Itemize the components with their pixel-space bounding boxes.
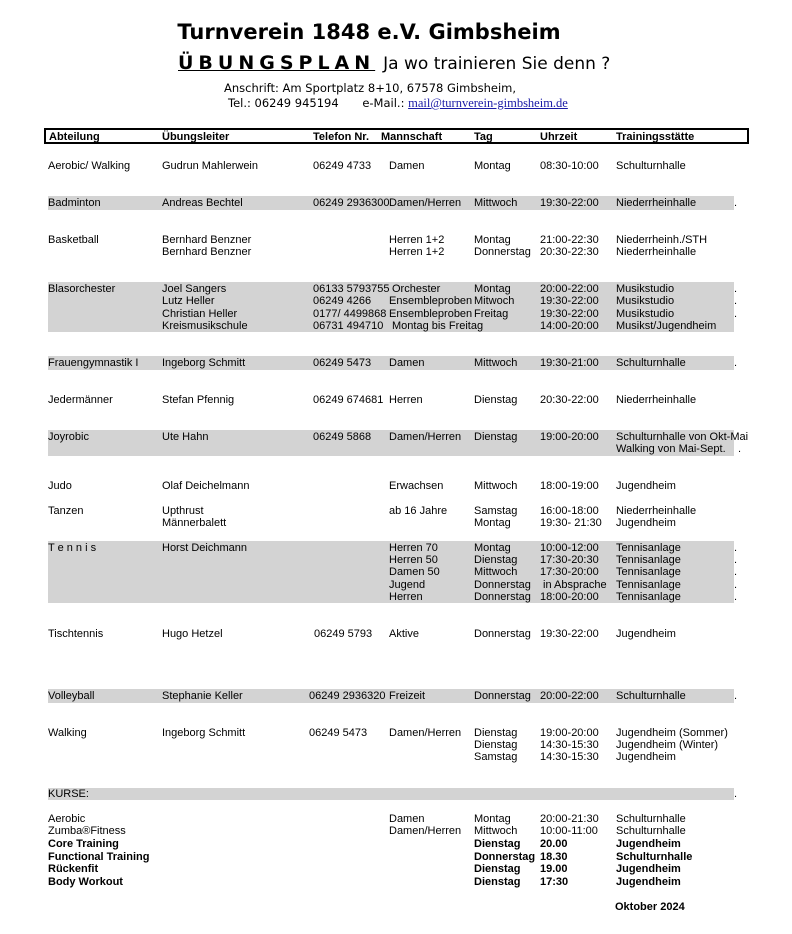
table-cell: 06249 5473 [313, 357, 372, 369]
table-cell: ab 16 Jahre [389, 505, 448, 517]
table-row [0, 825, 792, 838]
table-row [0, 863, 792, 876]
table-cell: Musikst/Jugendheim [616, 320, 717, 332]
table-cell: Donnerstag [474, 246, 531, 258]
table-cell: 20.00 [540, 838, 568, 850]
table-cell: Niederrheinhalle [616, 197, 697, 209]
table-cell: 19:30-22:00 [540, 308, 599, 320]
table-cell: Jugendheim [616, 876, 681, 888]
table-cell: . [734, 197, 738, 209]
table-cell: Montag [474, 234, 511, 246]
table-row [0, 295, 792, 308]
table-cell: in Absprache [543, 579, 607, 591]
table-cell: Dienstag [474, 431, 518, 443]
table-row [0, 357, 792, 370]
table-cell: Herren 1+2 [389, 234, 445, 246]
table-cell: 19:30-22:00 [540, 197, 599, 209]
table-cell: Jugendheim (Winter) [616, 739, 719, 751]
table-cell: 16:00-18:00 [540, 505, 599, 517]
table-cell: Montag [474, 283, 511, 295]
table-cell: Damen/Herren [389, 431, 462, 443]
table-cell: Core Training [48, 838, 119, 850]
table-cell: Schulturnhalle [616, 813, 686, 825]
table-cell: KURSE: [48, 788, 89, 800]
table-cell: 19:30- 21:30 [540, 517, 602, 529]
table-cell: Jugendheim [616, 517, 676, 529]
table-cell: Musikstudio [616, 308, 675, 320]
table-cell: 19:30-22:00 [540, 628, 599, 640]
table-cell: . [734, 591, 738, 603]
table-cell: Jugendheim (Sommer) [616, 727, 728, 739]
table-cell: Damen [389, 357, 425, 369]
table-cell: 06249 674681 [313, 394, 384, 406]
table-row [0, 443, 792, 456]
table-row [0, 751, 792, 764]
table-cell: Badminton [48, 197, 101, 209]
table-cell: Ensembleproben [389, 295, 473, 307]
table-cell: Samstag [474, 751, 518, 763]
table-cell: 10:00-11:00 [540, 825, 598, 837]
table-cell: Montag [474, 813, 511, 825]
table-row [0, 197, 792, 210]
table-cell: Ute Hahn [162, 431, 209, 443]
table-cell: Jugendheim [616, 863, 681, 875]
table-row [0, 160, 792, 173]
table-cell: Jugendheim [616, 628, 676, 640]
col-header: Mannschaft [381, 131, 443, 143]
table-cell: Donnerstag [474, 579, 531, 591]
table-cell: 18:00-19:00 [540, 480, 599, 492]
table-cell: 10:00-12:00 [540, 542, 599, 554]
table-cell: Bernhard Benzner [162, 246, 252, 258]
table-cell: Tischtennis [48, 628, 104, 640]
table-cell: Niederrheinhalle [616, 505, 697, 517]
table-cell: Jedermänner [48, 394, 113, 406]
table-cell: Mittwoch [474, 566, 518, 578]
table-cell: Herren [389, 591, 423, 603]
table-cell: Donnerstag [474, 628, 531, 640]
table-cell: . [738, 443, 742, 455]
table-cell: 06249 5793 [314, 628, 373, 640]
table-cell: Joyrobic [48, 431, 89, 443]
table-row [0, 394, 792, 407]
table-cell: 20:30-22:30 [540, 246, 599, 258]
table-cell: Zumba®Fitness [48, 825, 126, 837]
table-cell: 14:00-20:00 [540, 320, 599, 332]
table-cell: Dienstag [474, 876, 521, 888]
table-cell: Stefan Pfennig [162, 394, 235, 406]
table-cell: . [734, 579, 738, 591]
table-cell: Tennisanlage [616, 554, 681, 566]
table-cell: Montag [474, 517, 511, 529]
table-cell: Walking [48, 727, 87, 739]
table-cell: Damen/Herren [389, 727, 462, 739]
table-cell: 14:30-15:30 [540, 739, 599, 751]
table-cell: Frauengymnastik I [48, 357, 139, 369]
table-cell: 19:30-22:00 [540, 295, 599, 307]
table-cell: Mittwoch [474, 357, 518, 369]
table-cell: Lutz Heller [162, 295, 215, 307]
club-title: Turnverein 1848 e.V. Gimbsheim [177, 20, 561, 44]
table-cell: 20:00-22:00 [540, 690, 599, 702]
table-cell: Tennisanlage [616, 542, 681, 554]
table-cell: Walking von Mai-Sept. [616, 443, 726, 455]
table-cell: Herren 50 [389, 554, 438, 566]
table-cell: Kreismusikschule [162, 320, 248, 332]
table-cell: Freitag [474, 308, 509, 320]
table-row [0, 690, 792, 703]
table-cell: Musikstudio [616, 295, 675, 307]
table-cell: 06249 5868 [313, 431, 372, 443]
table-cell: Andreas Bechtel [162, 197, 243, 209]
table-cell: 06249 2936320 [309, 690, 386, 702]
table-cell: Bernhard Benzner [162, 234, 252, 246]
table-cell: Erwachsen [389, 480, 444, 492]
club-address: Anschrift: Am Sportplatz 8+10, 67578 Gimbsheim, [223, 81, 517, 95]
table-cell: . [734, 357, 738, 369]
table-cell: Blasorchester [48, 283, 116, 295]
table-row [0, 320, 792, 333]
plan-heading: ÜBUNGSPLAN [178, 52, 376, 74]
table-cell: Orchester [392, 283, 441, 295]
table-cell: Damen [389, 160, 425, 172]
table-cell: Niederrheinhalle [616, 394, 697, 406]
table-cell: . [734, 283, 738, 295]
table-cell: Aerobic [48, 813, 86, 825]
table-cell: Freizeit [389, 690, 426, 702]
table-cell: Mittwoch [474, 197, 518, 209]
plan-subtitle [178, 52, 610, 74]
table-cell: Tennisanlage [616, 591, 681, 603]
table-cell: Jugendheim [616, 751, 676, 763]
table-cell: 17:30-20:00 [540, 566, 599, 578]
table-cell: 06249 4266 [313, 295, 372, 307]
table-cell: Niederrheinh./STH [616, 234, 708, 246]
table-cell: 17:30 [540, 876, 569, 888]
table-row [0, 246, 792, 259]
table-cell: 18:00-20:00 [540, 591, 599, 603]
table-header [44, 128, 749, 144]
table-row [0, 517, 792, 530]
table-row [0, 788, 792, 801]
table-cell: Christian Heller [162, 308, 238, 320]
table-cell: 08:30-10:00 [540, 160, 599, 172]
col-header: Übungsleiter [162, 131, 230, 143]
table-cell: Musikstudio [616, 283, 675, 295]
col-header: Telefon Nr. [313, 131, 370, 143]
table-cell: . [734, 295, 738, 307]
table-cell: Schulturnhalle [616, 851, 693, 863]
table-cell: Damen [389, 813, 425, 825]
table-cell: Samstag [474, 505, 518, 517]
table-cell: Basketball [48, 234, 99, 246]
table-cell: Olaf Deichelmann [162, 480, 250, 492]
table-cell: Volleyball [48, 690, 95, 702]
table-cell: Damen 50 [389, 566, 440, 578]
table-cell: . [734, 542, 738, 554]
table-cell: Dienstag [474, 739, 518, 751]
table-cell: 17:30-20:30 [540, 554, 599, 566]
table-cell: 20:00-22:00 [540, 283, 599, 295]
table-row [0, 591, 792, 604]
table-cell: Stephanie Keller [162, 690, 243, 702]
table-cell: Dienstag [474, 727, 518, 739]
col-header: Abteilung [49, 131, 100, 143]
table-cell: Judo [48, 480, 72, 492]
table-cell: 19:00-20:00 [540, 727, 599, 739]
table-cell: Gudrun Mahlerwein [162, 160, 258, 172]
table-cell: 21:00-22:30 [540, 234, 599, 246]
table-cell: Joel Sangers [162, 283, 227, 295]
mail-link[interactable]: mail@turnverein-gimbsheim.de [408, 96, 568, 110]
table-cell: 19:30-21:00 [540, 357, 599, 369]
table-cell: Dienstag [474, 863, 521, 875]
table-cell: Herren 70 [389, 542, 438, 554]
table-cell: 20:00-21:30 [540, 813, 599, 825]
table-cell: Hugo Hetzel [162, 628, 223, 640]
table-cell: Damen/Herren [389, 197, 462, 209]
table-cell: T e n n i s [48, 542, 97, 554]
table-cell: 19:00-20:00 [540, 431, 599, 443]
table-row [0, 566, 792, 579]
table-cell: Schulturnhalle [616, 160, 686, 172]
table-cell: Aerobic/ Walking [48, 160, 131, 172]
table-cell: 06249 4733 [313, 160, 372, 172]
table-cell: Damen/Herren [389, 825, 462, 837]
table-cell: Herren 1+2 [389, 246, 445, 258]
table-cell: Ingeborg Schmitt [162, 357, 246, 369]
table-cell: 20:30-22:00 [540, 394, 599, 406]
table-cell: Tennisanlage [616, 579, 681, 591]
table-cell: Dienstag [474, 394, 518, 406]
table-cell: Functional Training [48, 851, 150, 863]
table-cell: Mittwoch [474, 825, 518, 837]
table-row [0, 628, 792, 641]
table-cell: 06133 5793755 [313, 283, 390, 295]
table-cell: 0177/ 4499868 [313, 308, 387, 320]
col-header: Trainingsstätte [616, 131, 695, 143]
table-row [0, 480, 792, 493]
table-row [0, 876, 792, 889]
table-cell: 18.30 [540, 851, 568, 863]
table-cell: Herren [389, 394, 423, 406]
table-cell: 06731 494710 [313, 320, 384, 332]
col-header: Uhrzeit [540, 131, 578, 143]
club-phone: Tel.: 06249 945194 [228, 96, 339, 110]
table-cell: 06249 5473 [309, 727, 368, 739]
table-cell: Donnerstag [474, 690, 531, 702]
mail-label: e-Mail.: [362, 96, 405, 110]
table-cell: Rückenfit [48, 863, 99, 875]
footer-date: Oktober 2024 [615, 901, 685, 913]
table-cell: Dienstag [474, 554, 518, 566]
table-cell: 19.00 [540, 863, 568, 875]
table-cell: Schulturnhalle von Okt-Mai [616, 431, 749, 443]
table-cell: Body Workout [48, 876, 123, 888]
table-cell: Mitwoch [474, 295, 515, 307]
table-cell: Montag bis Freitag [392, 320, 484, 332]
table-cell: . [734, 690, 738, 702]
table-cell: Schulturnhalle [616, 825, 686, 837]
plan-tagline: Ja wo trainieren Sie denn ? [383, 54, 611, 74]
table-cell: Schulturnhalle [616, 690, 686, 702]
table-cell: Montag [474, 160, 511, 172]
table-cell: Montag [474, 542, 511, 554]
table-cell: Ensembleproben [389, 308, 473, 320]
table-cell: 14:30-15:30 [540, 751, 599, 763]
table-cell: Horst Deichmann [162, 542, 247, 554]
table-cell: Upthrust [162, 505, 204, 517]
club-contact [228, 96, 568, 111]
table-row [0, 838, 792, 851]
col-header: Tag [474, 131, 493, 143]
table-cell: Jugend [389, 579, 426, 591]
table-cell: Aktive [389, 628, 419, 640]
table-cell: Ingeborg Schmitt [162, 727, 246, 739]
table-cell: Jugendheim [616, 838, 681, 850]
table-cell: 06249 2936300 [313, 197, 390, 209]
table-cell: Donnerstag [474, 851, 536, 863]
table-cell: Tanzen [48, 505, 84, 517]
table-cell: Tennisanlage [616, 566, 681, 578]
table-cell: . [734, 788, 738, 800]
table-cell: . [734, 566, 738, 578]
table-cell: Schulturnhalle [616, 357, 686, 369]
table-cell: . [734, 554, 738, 566]
table-cell: Jugendheim [616, 480, 676, 492]
table-cell: Dienstag [474, 838, 521, 850]
table-cell: Männerbalett [162, 517, 227, 529]
table-cell: Donnerstag [474, 591, 531, 603]
table-cell: Mittwoch [474, 480, 518, 492]
table-cell: Niederrheinhalle [616, 246, 697, 258]
table-cell: . [734, 308, 738, 320]
